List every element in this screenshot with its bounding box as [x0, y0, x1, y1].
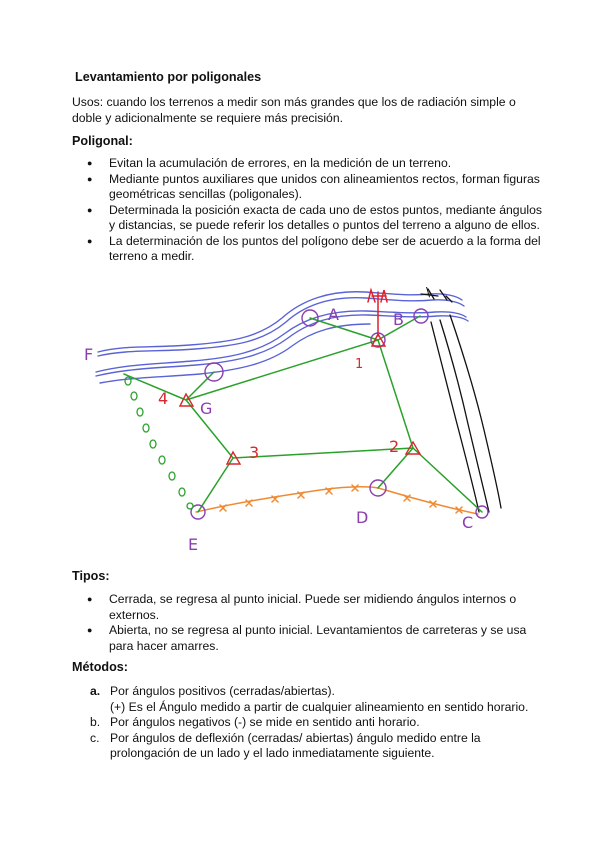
list-item: ● Cerrada, se regresa al punto inicial. Puede ser midiendo ángulos internos o externos. [72, 592, 532, 623]
label-G: G [200, 399, 213, 418]
label-2: 2 [389, 437, 400, 456]
metodos-list [72, 684, 552, 762]
list-marker: b. [90, 715, 101, 729]
list-marker: c. [90, 730, 100, 745]
list-item: ● Abierta, no se regresa al punto inicial. Levantamientos de carreteras y se usa para hacer amarres. [72, 623, 532, 654]
label-C: C [462, 513, 474, 532]
label-4: 4 [158, 389, 169, 408]
list-item [72, 731, 552, 762]
intro-paragraph: Usos: cuando los terrenos a medir son más grandes que los de radiación simple o doble y adicionalmente se requiere más precisión. [72, 95, 516, 125]
list-item: ● Determinada la posición exacta de cada uno de estos puntos, mediante ángulos y distancias, se puede referir los detalles o puntos del terreno a alguno de ellos. [72, 203, 542, 234]
label-F: F [84, 345, 94, 364]
label-1: 1 [355, 357, 364, 372]
list-item: ● Mediante puntos auxiliares que unidos con alineamientos rectos, forman figuras geométricas sencillas (poligonales). [72, 172, 542, 203]
method-line: Por ángulos de deflexión (cerradas/ abiertas) ángulo medido entre la [110, 730, 481, 745]
list-marker: a. [90, 684, 101, 698]
list-item [72, 715, 552, 731]
method-line: (+) Es el Ángulo medido a partir de cualquier alineamiento en sentido horario. [110, 699, 529, 714]
method-line: Por ángulos positivos (cerradas/abiertas). [110, 684, 335, 698]
poligonal-heading: Poligonal: [72, 134, 133, 148]
list-item: ● Evitan la acumulación de errores, en la medición de un terreno. [72, 156, 542, 172]
rail-lines [421, 289, 501, 512]
fence-line [196, 485, 478, 514]
tipos-heading: Tipos: [72, 569, 110, 583]
page-title: Levantamiento por poligonales [75, 70, 262, 84]
list-item: ● La determinación de los puntos del polígono debe ser de acuerdo a la forma del terreno a medir. [72, 234, 542, 265]
label-E: E [188, 535, 199, 554]
label-3: 3 [249, 443, 260, 462]
tipos-list [72, 592, 532, 654]
label-B: B [393, 310, 404, 329]
label-A: A [328, 305, 339, 324]
north-arrow [368, 290, 387, 336]
metodos-heading: Métodos: [72, 660, 128, 674]
method-line: Por ángulos negativos (-) se mide en sentido anti horario. [110, 715, 420, 729]
label-hatch: \ [426, 285, 431, 299]
station-marks [180, 334, 420, 464]
sketch-labels [84, 285, 473, 554]
label-D: D [356, 508, 369, 527]
method-line: prolongación de un lado y el lado inmediatamente siguiente. [110, 746, 435, 760]
list-item [72, 684, 552, 715]
